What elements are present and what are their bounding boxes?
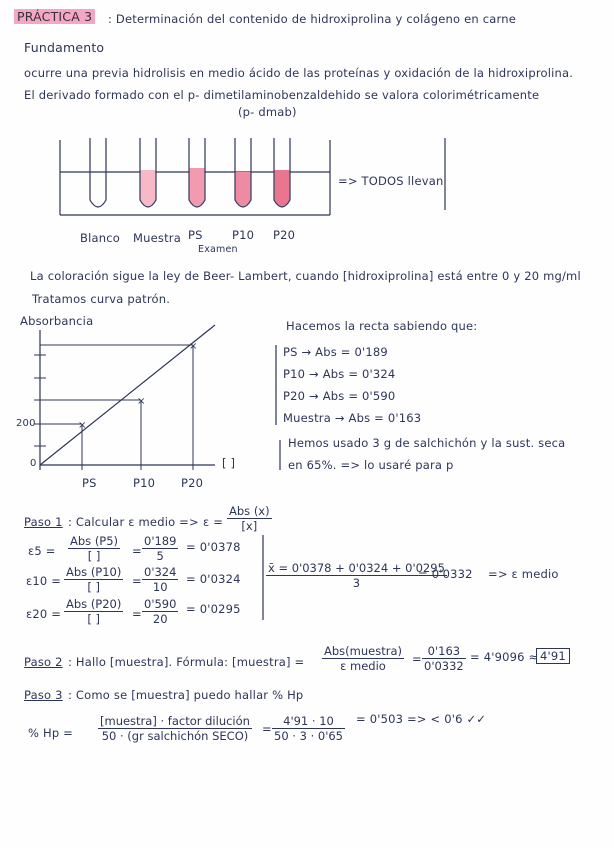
paso3-res: = 0'503 => < 0'6 ✓✓	[356, 712, 487, 726]
graph-xlabel: [ ]	[222, 456, 236, 470]
tube-label-p10: P10	[232, 228, 255, 242]
paso2-res-box: 4'91	[536, 648, 570, 664]
recta-item-ps: PS → Abs = 0'189	[283, 345, 388, 359]
tube-label-blanco: Blanco	[80, 231, 120, 245]
paso3-value-num: 4'91 · 10	[272, 714, 345, 729]
eps5-res: = 0'0378	[186, 540, 241, 554]
recta-heading: Hacemos la recta sabiendo que:	[286, 319, 478, 333]
tube-liquid-4	[275, 170, 290, 207]
graph-x-tick-p10: P10	[133, 476, 156, 490]
graph-ylabel: Absorbancia	[20, 314, 94, 328]
mean-num: x̄ = 0'0378 + 0'0324 + 0'0295	[268, 561, 445, 575]
point-ps: ×	[78, 420, 87, 431]
eps20-num2: 0'590	[144, 597, 177, 611]
eps10-den: [ ]	[87, 580, 100, 594]
paso2-formula-den: ε medio	[340, 659, 386, 673]
eps5-frac2	[142, 534, 178, 563]
point-p10: ×	[137, 396, 146, 407]
eps10-res: = 0'0324	[186, 572, 241, 586]
eps5-eq: =	[132, 544, 142, 558]
eps10-eq: =	[132, 574, 142, 588]
beer-line2: Tratamos curva patrón.	[32, 292, 171, 306]
recta-item-muestra: Muestra → Abs = 0'163	[283, 411, 422, 425]
eps20-den2: 20	[152, 612, 168, 626]
eps10-num: Abs (P10)	[66, 565, 122, 579]
tube-liquid-3	[236, 172, 251, 207]
fundamento-line2: El derivado formado con el p- dimetilaminobenzaldehido se valora colorimétricamente	[24, 88, 540, 102]
eps20-res: = 0'0295	[186, 602, 241, 616]
mean-label: => ε medio	[488, 567, 559, 581]
paso3-text: : Como se [muestra] puedo hallar % Hp	[68, 688, 304, 702]
eps10-frac	[64, 565, 123, 594]
tube-liquid-1	[141, 170, 156, 207]
graph-origin: 0	[30, 458, 37, 469]
eps10-frac2	[142, 565, 178, 594]
paso2-text: : Hallo [muestra]. Fórmula: [muestra] =	[68, 655, 305, 669]
paso3-lhs: % Hp =	[28, 726, 74, 740]
eps10-den2: 10	[152, 580, 168, 594]
tube-liquid-2	[190, 168, 205, 207]
tube-label-p20: P20	[273, 228, 296, 242]
paso1-eps-def: ε =	[203, 515, 224, 529]
graph-x-tick-ps: PS	[82, 476, 97, 490]
paso2-res: = 4'9096 ≈	[470, 650, 539, 664]
eps20-eq: =	[132, 607, 142, 621]
paso1-label: Paso 1	[24, 515, 63, 529]
eps5-den: [ ]	[87, 549, 101, 563]
tube-label-ps: PS	[188, 228, 203, 242]
paso1-eps-num: Abs (x)	[229, 504, 270, 518]
paso1-eps-den: [x]	[241, 519, 258, 533]
paso3-value-den: 50 · 3 · 0'65	[274, 729, 343, 743]
paso2-value-den: 0'0332	[424, 659, 464, 673]
paso1-text: : Calcular ε medio =>	[68, 515, 199, 529]
paso1-eps-frac	[227, 504, 272, 533]
recta-item-p10: P10 → Abs = 0'324	[283, 367, 396, 381]
paso2-eq: =	[412, 652, 422, 666]
eps20-frac2	[142, 597, 178, 626]
beer-line1: La coloración sigue la ley de Beer- Lambert, cuando [hidroxiprolina] está entre 0 y 20 mg/ml	[30, 269, 581, 283]
fundamento-line1: ocurre una previa hidrolisis en medio ácido de las proteínas y oxidación de la hidroxiprolina.	[24, 66, 574, 80]
eps10-num2: 0'324	[144, 565, 177, 579]
graph-x-tick-p20: P20	[181, 476, 204, 490]
practice-title: : Determinación del contenido de hidroxiprolina y colágeno en carne	[108, 12, 516, 26]
practice-label-text: PRÁCTICA 3	[14, 9, 95, 24]
eps20-den: [ ]	[87, 612, 100, 626]
graph-y-tick: 200	[16, 418, 36, 429]
mean-res	[418, 567, 473, 581]
paso2-formula-num: Abs(muestra)	[324, 644, 402, 658]
mean-den: 3	[352, 576, 361, 590]
recta-item-p20: P20 → Abs = 0'590	[283, 389, 396, 403]
eps5-num: Abs (P5)	[70, 534, 119, 548]
eps5-den2: 5	[156, 549, 164, 563]
eps5-num2: 0'189	[144, 534, 177, 548]
mean-res-text: = 0'0332	[418, 567, 473, 581]
point-p20: ×	[189, 341, 198, 352]
fundamento-heading: Fundamento	[24, 40, 105, 55]
paso2-value-num: 0'163	[422, 644, 466, 659]
paso3-value-frac	[272, 714, 345, 743]
eps20-lhs: ε20 =	[26, 607, 62, 621]
recta-note2: en 65%. => lo usaré para p	[288, 458, 454, 472]
tube-label-ps-note: Examen	[198, 244, 238, 255]
tubes-arrow-note: => TODOS llevan	[338, 174, 444, 188]
eps10-lhs: ε10 =	[26, 574, 62, 588]
paso2-label: Paso 2	[24, 655, 63, 669]
paso2-formula-frac	[322, 644, 404, 673]
eps20-num: Abs (P20)	[66, 597, 122, 611]
eps5-frac	[68, 534, 120, 563]
eps20-frac	[64, 597, 123, 626]
paso2-value-frac	[422, 644, 466, 673]
paso3-formula-den: 50 · (gr salchichón SECO)	[101, 729, 249, 743]
paso3-label: Paso 3	[24, 688, 63, 702]
paso3-formula-frac	[98, 714, 252, 743]
paso3-eq: =	[262, 722, 272, 736]
eps5-lhs: ε5 =	[28, 544, 56, 558]
fundamento-line3: (p- dmab)	[238, 105, 297, 119]
recta-note1: Hemos usado 3 g de salchichón y la sust. seca	[288, 436, 566, 450]
tube-label-muestra: Muestra	[133, 231, 181, 245]
paso3-formula-num: [muestra] · factor dilución	[100, 714, 250, 728]
